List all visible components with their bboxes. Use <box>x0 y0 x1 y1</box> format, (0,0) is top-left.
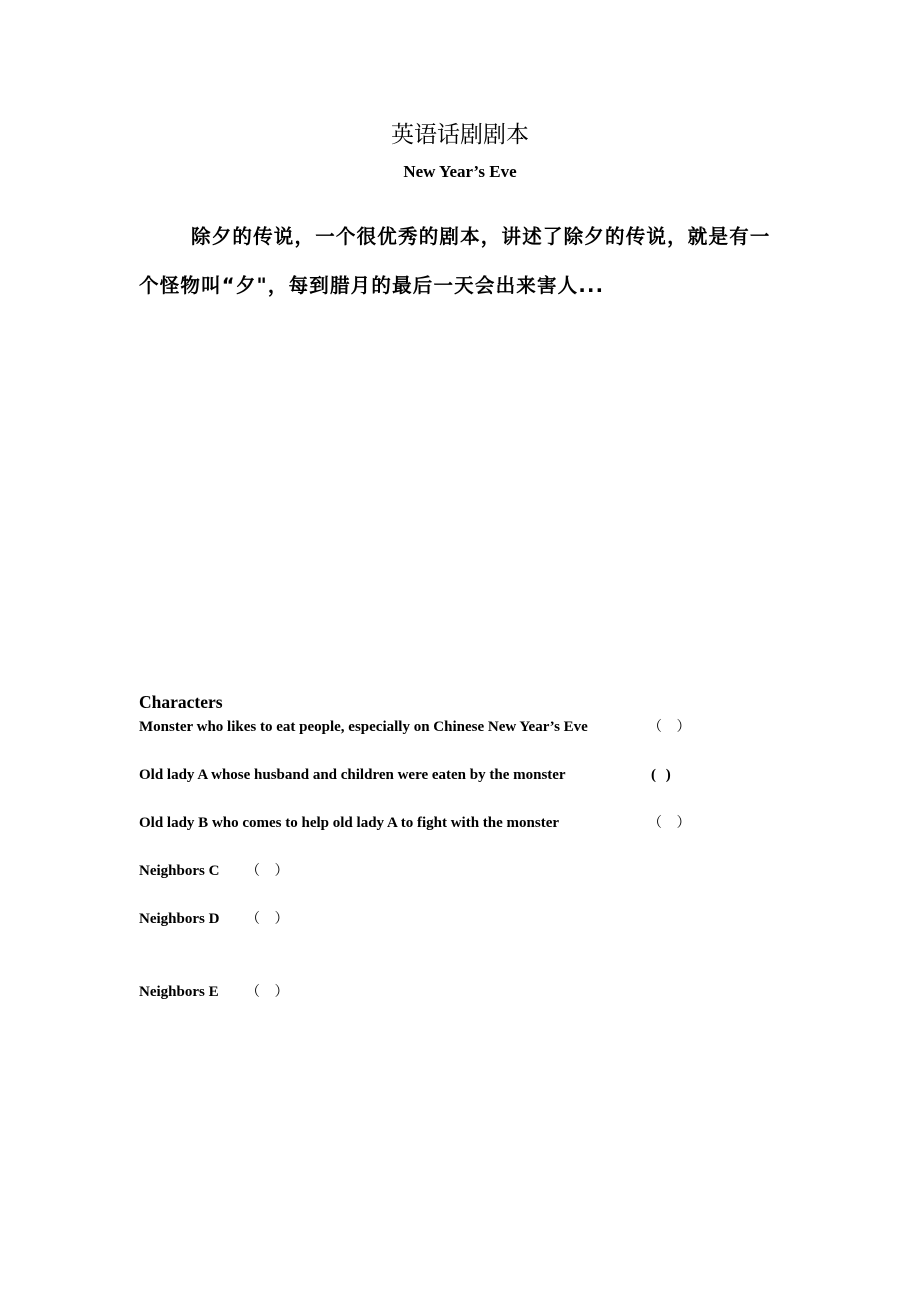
character-description: Old lady A whose husband and children were eaten by the monster <box>139 767 566 783</box>
character-item-old-lady-a <box>139 764 839 786</box>
role-blank: （ ） <box>648 815 691 831</box>
role-blank: ( ) <box>651 767 671 783</box>
characters-heading: Characters <box>139 692 223 712</box>
character-item-old-lady-b <box>139 812 839 834</box>
character-description: Old lady B who comes to help old lady A to fight with the monster <box>139 815 560 831</box>
role-blank: （ ） <box>246 863 289 879</box>
document-subtitle: New Year’s Eve <box>403 162 517 181</box>
character-item-neighbors-d <box>139 908 839 930</box>
character-item-neighbors-c <box>139 860 839 882</box>
intro-paragraph: 除夕的传说，一个很优秀的剧本，讲述了除夕的传说，就是有一个怪物叫“夕"，每到腊月的最后一天会出来害人... <box>139 225 771 297</box>
character-item-neighbors-e <box>139 981 839 1003</box>
role-blank: （ ） <box>246 984 289 1000</box>
document-title: 英语话剧剧本 <box>391 122 529 148</box>
character-description: Neighbors C <box>139 863 220 879</box>
character-description: Monster who likes to eat people, especially on Chinese New Year’s Eve <box>139 719 588 735</box>
role-blank: （ ） <box>246 911 289 927</box>
character-description: Neighbors D <box>139 911 220 927</box>
character-item-monster <box>139 716 839 738</box>
role-blank: （ ） <box>648 719 691 735</box>
character-description: Neighbors E <box>139 984 219 1000</box>
